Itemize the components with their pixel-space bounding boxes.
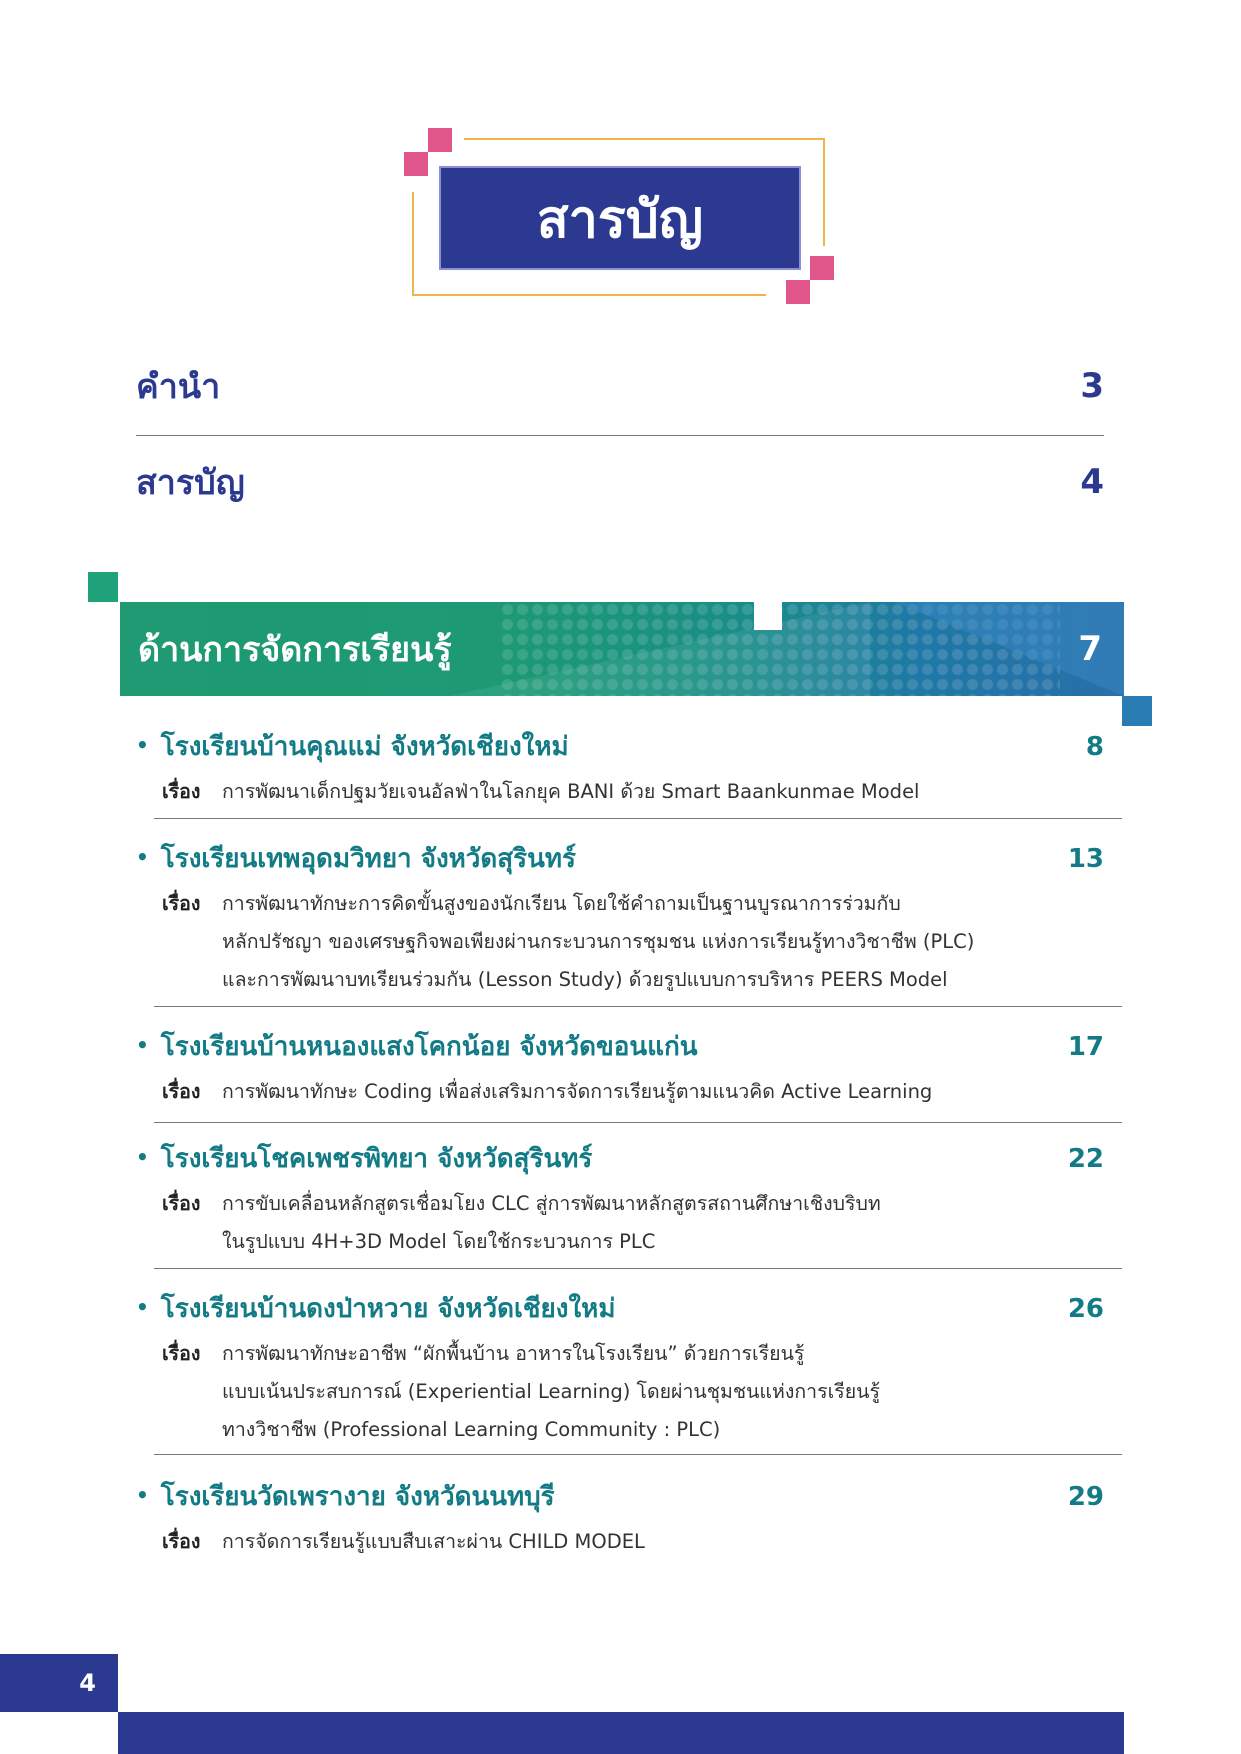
topic-line: การขับเคลื่อนหลักสูตรเชื่อมโยง CLC สู่การพัฒนาหลักสูตรสถานศึกษาเชิงบริบท [222,1192,881,1215]
bullet-icon: • [136,733,149,757]
school-name: โรงเรียนเทพอุดมวิทยา จังหวัดสุรินทร์ [160,844,576,874]
section-title: ด้านการจัดการเรียนรู้ [138,630,452,670]
toc-entry-label: คำนำ [136,367,221,407]
toc-school-entry[interactable] [136,726,1104,811]
toc-school-entry[interactable] [136,1138,1104,1261]
bullet-icon: • [136,1033,149,1057]
entry-page: 29 [1067,1482,1104,1512]
decor-square [404,152,428,176]
bullet-icon: • [136,845,149,869]
bullet-icon: • [136,1483,149,1507]
bullet-icon: • [136,1295,149,1319]
topic-line: การพัฒนาทักษะการคิดขั้นสูงของนักเรียน โดยใช้คำถามเป็นฐานบูรณาการร่วมกับ [222,892,901,915]
toc-entry-label: สารบัญ [136,463,245,503]
toc-entry-page: 4 [1080,462,1104,502]
decor-square [810,256,834,280]
topic-line: และการพัฒนาบทเรียนร่วมกัน (Lesson Study) ด้วยรูปแบบการบริหาร PEERS Model [222,968,948,991]
topic-line: การพัฒนาทักษะอาชีพ “ผักพื้นบ้าน อาหารในโรงเรียน” ด้วยการเรียนรู้ [222,1342,805,1365]
school-name: โรงเรียนโชคเพชรพิทยา จังหวัดสุรินทร์ [160,1144,593,1174]
page-number: 4 [0,1654,118,1712]
topic-line: ทางวิชาชีพ (Professional Learning Community : PLC) [222,1418,721,1441]
toc-school-entry[interactable] [136,838,1104,999]
divider [154,818,1122,819]
divider [154,1268,1122,1269]
divider [136,435,1104,436]
toc-entry-page: 3 [1080,366,1104,406]
entry-page: 17 [1067,1032,1104,1062]
topic-line: การพัฒนาทักษะ Coding เพื่อส่งเสริมการจัดการเรียนรู้ตามแนวคิด Active Learning [222,1080,933,1103]
divider [154,1006,1122,1007]
topic-label: เรื่อง [162,1192,201,1215]
page-title: สารบัญ [439,166,801,270]
decor-square [1122,696,1152,726]
topic-label: เรื่อง [162,1342,201,1365]
topic-line: ในรูปแบบ 4H+3D Model โดยใช้กระบวนการ PLC [222,1230,656,1253]
section-page: 7 [1078,629,1102,669]
entry-page: 22 [1067,1144,1104,1174]
topic-label: เรื่อง [162,892,201,915]
toc-entry-contents[interactable] [136,452,1104,512]
entry-page: 13 [1067,844,1104,874]
school-name: โรงเรียนวัดเพรางาย จังหวัดนนทบุรี [160,1482,555,1512]
school-name: โรงเรียนบ้านคุณแม่ จังหวัดเชียงใหม่ [160,732,569,762]
topic-line: หลักปรัชญา ของเศรษฐกิจพอเพียงผ่านกระบวนการชุมชน แห่งการเรียนรู้ทางวิชาชีพ (PLC) [222,930,975,953]
topic-label: เรื่อง [162,780,201,803]
section-banner[interactable] [120,602,1124,696]
entry-page: 8 [1085,732,1104,762]
decor-square [786,280,810,304]
divider [154,1454,1122,1455]
toc-school-entry[interactable] [136,1288,1104,1449]
toc-entry-foreword[interactable] [136,356,1104,416]
topic-line: การจัดการเรียนรู้แบบสืบเสาะผ่าน CHILD MODEL [222,1530,645,1553]
decor-square [88,572,118,602]
school-name: โรงเรียนบ้านดงป่าหวาย จังหวัดเชียงใหม่ [160,1294,616,1324]
divider [154,1122,1122,1123]
topic-line: การพัฒนาเด็กปฐมวัยเจนอัลฟ่าในโลกยุค BANI ด้วย Smart Baankunmae Model [222,780,920,803]
school-name: โรงเรียนบ้านหนองแสงโคกน้อย จังหวัดขอนแก่น [160,1032,698,1062]
footer-bar [118,1712,1124,1754]
decor-square [428,128,452,152]
entry-page: 26 [1067,1294,1104,1324]
bullet-icon: • [136,1145,149,1169]
toc-school-entry[interactable] [136,1476,1104,1561]
topic-label: เรื่อง [162,1530,201,1553]
topic-line: แบบเน้นประสบการณ์ (Experiential Learning) โดยผ่านชุมชนแห่งการเรียนรู้ [222,1380,880,1403]
topic-label: เรื่อง [162,1080,201,1103]
toc-school-entry[interactable] [136,1026,1104,1111]
